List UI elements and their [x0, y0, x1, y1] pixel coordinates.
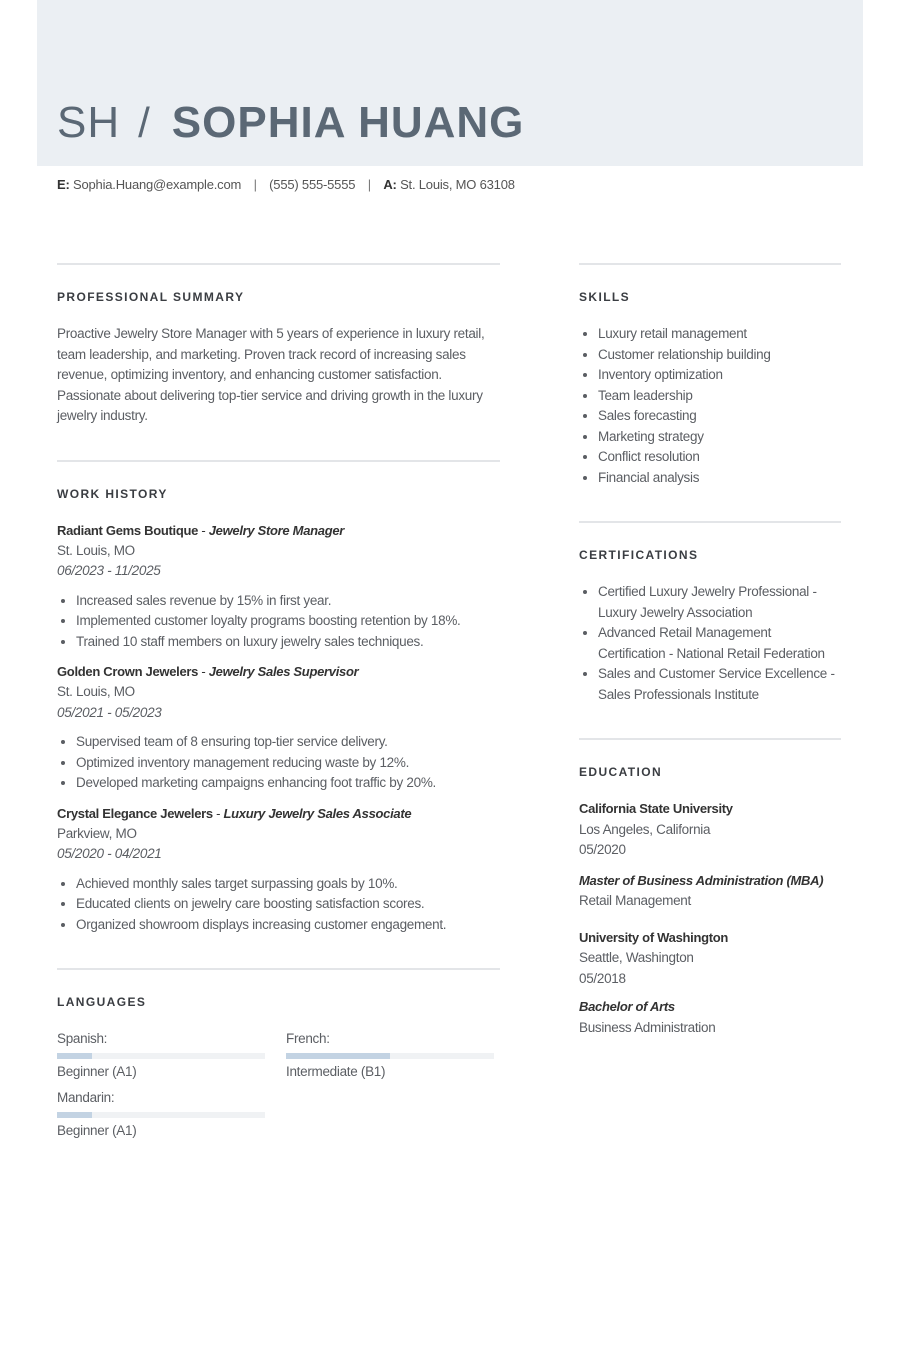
language-level-fill [286, 1053, 390, 1059]
name-header [57, 98, 524, 152]
language-item [57, 1029, 265, 1082]
job-bullet: Educated clients on jewelry care boosting satisfaction scores. [57, 894, 500, 915]
certification-item: Certified Luxury Jewelry Professional - Luxury Jewelry Association [579, 582, 841, 623]
contact-divider: | [367, 177, 371, 192]
section-divider [579, 738, 841, 740]
language-level-fill [57, 1053, 92, 1059]
work-history-heading: WORK HISTORY [57, 486, 168, 501]
right-column [579, 263, 841, 1048]
section-divider [579, 521, 841, 523]
job-bullets [57, 732, 500, 794]
job-header [57, 521, 500, 541]
education-school: California State University [579, 801, 733, 816]
certification-item: Sales and Customer Service Excellence - Sales Professionals Institute [579, 664, 841, 705]
skill-item: Sales forecasting [579, 406, 841, 427]
language-level-bar [57, 1112, 265, 1118]
job-company: Radiant Gems Boutique [57, 522, 199, 538]
job-header [57, 662, 500, 682]
left-column [57, 263, 500, 1141]
education-location: Los Angeles, California [579, 821, 711, 837]
job-header [57, 804, 500, 824]
summary-text: Proactive Jewelry Store Manager with 5 years of experience in luxury retail, team leadership, and marketing. Proven track record of increasing sales revenue, optimizing inventory, and enhancing customer satisfaction. Passionate about delivering top-tier service and driving growth in the luxury jewelry industry. [57, 326, 485, 423]
education-degree: Master of Business Administration (MBA) [579, 872, 824, 888]
certifications-list [579, 582, 841, 705]
job-location: St. Louis, MO [57, 684, 135, 699]
job-company: Golden Crown Jewelers [57, 664, 199, 679]
education-date: 05/2018 [579, 970, 626, 986]
job-title: Luxury Jewelry Sales Associate [223, 805, 412, 821]
language-level-bar [286, 1053, 494, 1059]
job-bullet: Implemented customer loyalty programs boosting retention by 18%. [57, 611, 500, 632]
job-bullet: Supervised team of 8 ensuring top-tier service delivery. [57, 732, 500, 753]
job-bullet: Developed marketing campaigns enhancing foot traffic by 20%. [57, 773, 500, 794]
education-field: Retail Management [579, 893, 691, 908]
education-entry [579, 799, 841, 912]
education-field: Business Administration [579, 1019, 716, 1035]
education-entry [579, 928, 841, 1039]
job-location: St. Louis, MO [57, 542, 135, 558]
certification-item: Advanced Retail Management Certification - National Retail Federation [579, 623, 841, 664]
education-location: Seattle, Washington [579, 950, 694, 965]
skills-heading: SKILLS [579, 290, 631, 304]
job-entry [57, 521, 500, 653]
language-level: Intermediate (B1) [286, 1064, 386, 1079]
skill-item: Conflict resolution [579, 447, 841, 468]
phone[interactable]: (555) 555-5555 [269, 177, 356, 192]
job-title: Jewelry Store Manager [208, 522, 345, 538]
job-bullet: Increased sales revenue by 15% in first year. [57, 591, 500, 612]
job-dash: - [212, 805, 224, 821]
job-bullets [57, 874, 500, 936]
education-degree: Bachelor of Arts [579, 999, 675, 1014]
email[interactable]: Sophia.Huang@example.com [73, 177, 242, 192]
section-divider [579, 263, 841, 265]
language-name: Spanish: [57, 1031, 108, 1046]
education-heading: EDUCATION [579, 765, 663, 779]
languages-grid [57, 1029, 500, 1141]
education-school: University of Washington [579, 929, 729, 945]
job-location: Parkview, MO [57, 825, 137, 841]
skill-item: Team leadership [579, 386, 841, 407]
language-name: French: [286, 1031, 330, 1046]
section-divider [57, 460, 500, 462]
job-dates: 05/2020 - 04/2021 [57, 846, 162, 861]
summary-heading: PROFESSIONAL SUMMARY [57, 290, 245, 304]
languages-heading: LANGUAGES [57, 995, 147, 1009]
name-separator: / [138, 99, 150, 146]
skill-item: Marketing strategy [579, 427, 841, 448]
language-level: Beginner (A1) [57, 1123, 137, 1138]
language-level-fill [57, 1112, 92, 1118]
skills-list [579, 324, 841, 488]
job-entry [57, 804, 500, 936]
language-level-bar [57, 1053, 265, 1059]
address: St. Louis, MO 63108 [400, 177, 515, 192]
job-bullets [57, 591, 500, 653]
language-item [57, 1088, 265, 1141]
job-company: Crystal Elegance Jewelers [57, 805, 213, 821]
job-dash: - [198, 522, 209, 538]
address-label: A: [383, 177, 397, 192]
language-name: Mandarin: [57, 1090, 115, 1105]
job-bullet: Organized showroom displays increasing customer engagement. [57, 915, 500, 936]
job-dash: - [198, 664, 209, 679]
full-name: SOPHIA HUANG [171, 98, 525, 147]
job-entry [57, 662, 500, 794]
skill-item: Inventory optimization [579, 365, 841, 386]
language-item [286, 1029, 494, 1082]
job-bullet: Trained 10 staff members on luxury jewelry sales techniques. [57, 632, 500, 653]
job-dates: 05/2021 - 05/2023 [57, 704, 162, 720]
job-dates: 06/2023 - 11/2025 [57, 563, 161, 578]
section-divider [57, 968, 500, 970]
section-divider [57, 263, 500, 265]
job-bullet: Optimized inventory management reducing waste by 12%. [57, 753, 500, 774]
email-label: E: [57, 177, 70, 192]
skill-item: Luxury retail management [579, 324, 841, 345]
contact-divider: | [253, 177, 257, 192]
certifications-heading: CERTIFICATIONS [579, 548, 699, 562]
language-level: Beginner (A1) [57, 1064, 137, 1079]
education-date: 05/2020 [579, 842, 626, 857]
initials: SH [57, 98, 121, 147]
contact-line [57, 177, 515, 192]
job-title: Jewelry Sales Supervisor [208, 664, 359, 679]
skill-item: Customer relationship building [579, 345, 841, 366]
job-bullet: Achieved monthly sales target surpassing goals by 10%. [57, 874, 500, 895]
skill-item: Financial analysis [579, 468, 841, 489]
